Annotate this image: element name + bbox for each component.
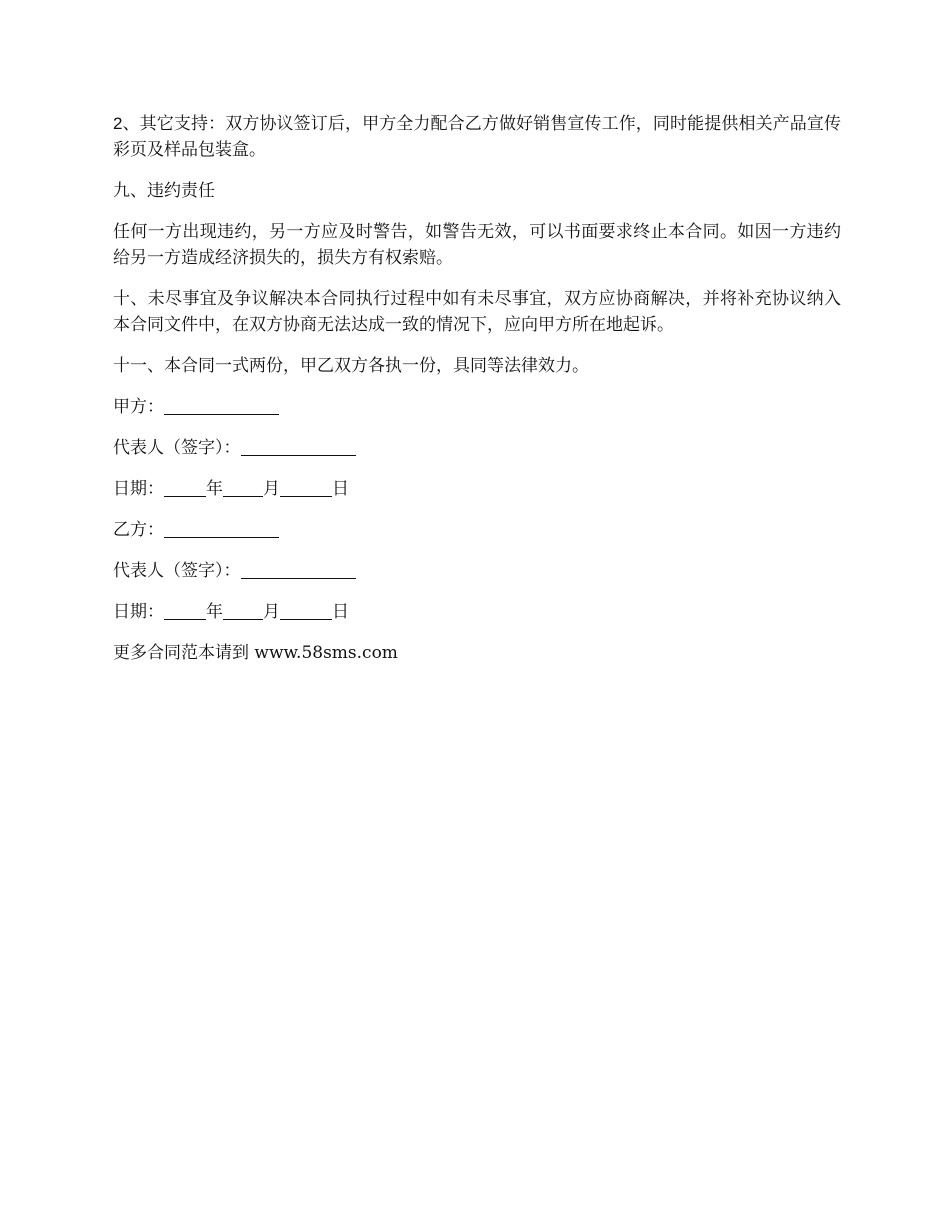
- date-a-month-char: 月: [263, 479, 280, 499]
- date-a-month-blank: [223, 478, 263, 497]
- date-b-month-blank: [223, 601, 263, 620]
- paragraph-dispute-resolution: 十、未尽事宜及争议解决本合同执行过程中如有未尽事宜，双方应协商解决，并将补充协议纳入本合同文件中，在双方协商无法达成一致的情况下，应向甲方所在地起诉。: [113, 289, 841, 335]
- rep-a-label: 代表人（签字）：: [113, 438, 241, 458]
- paragraph-contract-copies: 十一、本合同一式两份，甲乙双方各执一份，具同等法律效力。: [113, 356, 589, 376]
- party-a-line: [113, 394, 841, 420]
- party-b-line: [113, 517, 841, 543]
- date-a-label: 日期：: [113, 479, 164, 499]
- date-b-label: 日期：: [113, 602, 164, 622]
- rep-b-line: [113, 558, 841, 584]
- party-a-label: 甲方：: [113, 397, 164, 417]
- paragraph-other-support: [113, 111, 841, 163]
- date-b-year-char: 年: [206, 602, 223, 622]
- date-a-year-char: 年: [206, 479, 223, 499]
- date-b-day-char: 日: [332, 602, 349, 622]
- date-b-day-blank: [280, 601, 332, 620]
- date-a-year-blank: [164, 478, 206, 497]
- paragraph-other-support-text: 、其它支持：双方协议签订后，甲方全力配合乙方做好销售宣传工作，同时能提供相关产品宣传彩页及样品包装盒。: [113, 114, 841, 160]
- paragraph-breach-liability: 任何一方出现违约，另一方应及时警告，如警告无效，可以书面要求终止本合同。如因一方违约给另一方造成经济损失的，损失方有权索赔。: [113, 222, 841, 268]
- date-b-line: [113, 599, 841, 625]
- date-a-day-blank: [280, 478, 332, 497]
- footer-more-templates: 更多合同范本请到 www.58sms.com: [113, 643, 398, 663]
- date-b-year-blank: [164, 601, 206, 620]
- item-number: 2: [113, 114, 123, 133]
- heading-breach-liability: 九、违约责任: [113, 181, 215, 201]
- party-b-blank: [164, 519, 279, 538]
- party-b-label: 乙方：: [113, 520, 164, 540]
- date-a-line: [113, 476, 841, 502]
- document-page: [113, 111, 841, 666]
- rep-b-signature-blank: [241, 560, 356, 579]
- party-a-blank: [164, 396, 279, 415]
- rep-a-signature-blank: [241, 437, 356, 456]
- rep-b-label: 代表人（签字）：: [113, 561, 241, 581]
- date-b-month-char: 月: [263, 602, 280, 622]
- rep-a-line: [113, 435, 841, 461]
- date-a-day-char: 日: [332, 479, 349, 499]
